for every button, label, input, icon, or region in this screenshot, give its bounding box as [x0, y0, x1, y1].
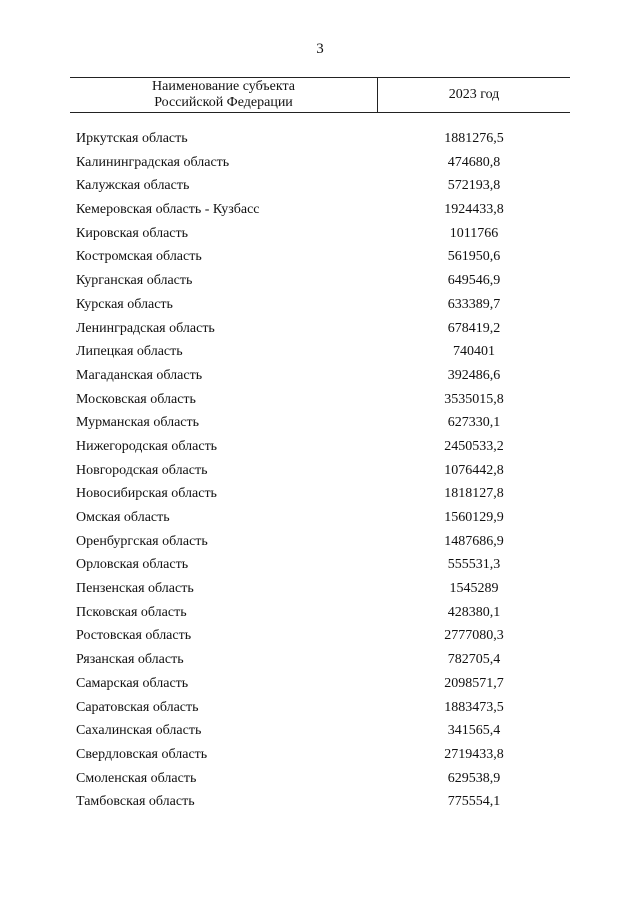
table-row — [76, 743, 570, 767]
value-2023: 1560129,9 — [444, 510, 504, 525]
value-2023: 627330,1 — [447, 415, 501, 431]
table-header — [70, 77, 570, 113]
value-2023: 2777080,3 — [444, 628, 504, 644]
table-row — [76, 411, 570, 435]
value-2023: 474680,8 — [447, 154, 501, 170]
region-name: Псковская область — [76, 604, 187, 620]
value-2023: 1881276,5 — [444, 131, 504, 146]
column-header-subject — [70, 78, 377, 112]
table-row — [76, 174, 570, 198]
region-name: Новгородская область — [76, 462, 208, 478]
table-row — [76, 388, 570, 412]
column-header-subject-line2: Российской Федерации — [154, 95, 293, 110]
table-row — [76, 672, 570, 696]
table-row — [76, 198, 570, 222]
table-row — [76, 435, 570, 459]
table-row — [76, 293, 570, 317]
region-name: Ленинградская область — [76, 320, 215, 336]
region-name: Омская область — [76, 510, 170, 525]
region-name: Московская область — [76, 391, 196, 407]
region-name: Нижегородская область — [76, 438, 218, 454]
region-name: Иркутская область — [76, 131, 188, 146]
table-row — [76, 506, 570, 530]
column-header-subject-line1: Наименование субъекта — [152, 79, 295, 94]
table-row — [76, 696, 570, 720]
region-name: Самарская область — [76, 675, 189, 691]
value-2023: 775554,1 — [447, 794, 501, 810]
table-row — [76, 553, 570, 577]
region-name: Тамбовская область — [76, 794, 195, 810]
value-2023: 2450533,2 — [444, 438, 504, 454]
region-name: Калужская область — [76, 178, 190, 194]
table-row — [76, 790, 570, 814]
table-row — [76, 340, 570, 364]
region-name: Новосибирская область — [76, 486, 217, 502]
value-2023: 2719433,8 — [444, 746, 504, 762]
value-2023: 572193,8 — [447, 178, 501, 194]
table-row — [76, 624, 570, 648]
region-name: Костромская область — [76, 249, 202, 265]
value-2023: 555531,3 — [447, 557, 501, 573]
region-name: Липецкая область — [76, 344, 183, 360]
table-row — [76, 482, 570, 506]
table-row — [76, 269, 570, 293]
table-row — [76, 577, 570, 601]
region-name: Магаданская область — [76, 367, 203, 383]
value-2023: 1487686,9 — [444, 533, 504, 549]
value-2023: 633389,7 — [447, 296, 501, 312]
region-name: Кемеровская область - Кузбасс — [76, 202, 260, 218]
value-2023: 341565,4 — [447, 723, 501, 739]
table-row — [76, 767, 570, 791]
table-row — [76, 530, 570, 554]
table-row — [76, 459, 570, 483]
table-row — [76, 648, 570, 672]
region-name: Ростовская область — [76, 628, 192, 644]
value-2023: 740401 — [453, 344, 495, 360]
region-name: Смоленская область — [76, 770, 197, 786]
value-2023: 629538,9 — [447, 770, 501, 786]
value-2023: 428380,1 — [447, 604, 501, 620]
value-2023: 782705,4 — [447, 652, 501, 668]
table-row — [76, 364, 570, 388]
table-row — [76, 245, 570, 269]
value-2023: 1076442,8 — [444, 462, 504, 478]
region-name: Оренбургская область — [76, 533, 208, 549]
table-row — [76, 719, 570, 743]
value-2023: 1818127,8 — [444, 486, 504, 502]
table-row — [76, 127, 570, 151]
table-row — [76, 151, 570, 175]
table-row — [76, 317, 570, 341]
value-2023: 392486,6 — [447, 367, 501, 383]
region-name: Пензенская область — [76, 581, 194, 597]
value-2023: 2098571,7 — [444, 675, 504, 691]
column-header-year: 2023 год — [448, 87, 500, 102]
value-2023: 561950,6 — [447, 249, 501, 265]
region-name: Мурманская область — [76, 415, 200, 431]
region-name: Сахалинская область — [76, 723, 202, 739]
region-name: Орловская область — [76, 557, 189, 573]
value-2023: 649546,9 — [447, 273, 501, 289]
value-2023: 678419,2 — [447, 320, 501, 336]
region-name: Саратовская область — [76, 699, 199, 715]
value-2023: 1924433,8 — [444, 202, 504, 218]
region-name: Курская область — [76, 296, 173, 312]
region-name: Кировская область — [76, 225, 189, 241]
value-2023: 1011766 — [449, 225, 499, 241]
table-row — [76, 222, 570, 246]
page-number: 3 — [316, 41, 324, 57]
value-2023: 1883473,5 — [444, 699, 504, 715]
value-2023: 3535015,8 — [444, 391, 504, 407]
region-name: Рязанская область — [76, 652, 184, 668]
region-name: Свердловская область — [76, 746, 208, 762]
value-2023: 1545289 — [449, 581, 499, 597]
table-body — [76, 127, 570, 814]
region-name: Калининградская область — [76, 154, 230, 170]
region-name: Курганская область — [76, 273, 193, 289]
table-row — [76, 601, 570, 625]
